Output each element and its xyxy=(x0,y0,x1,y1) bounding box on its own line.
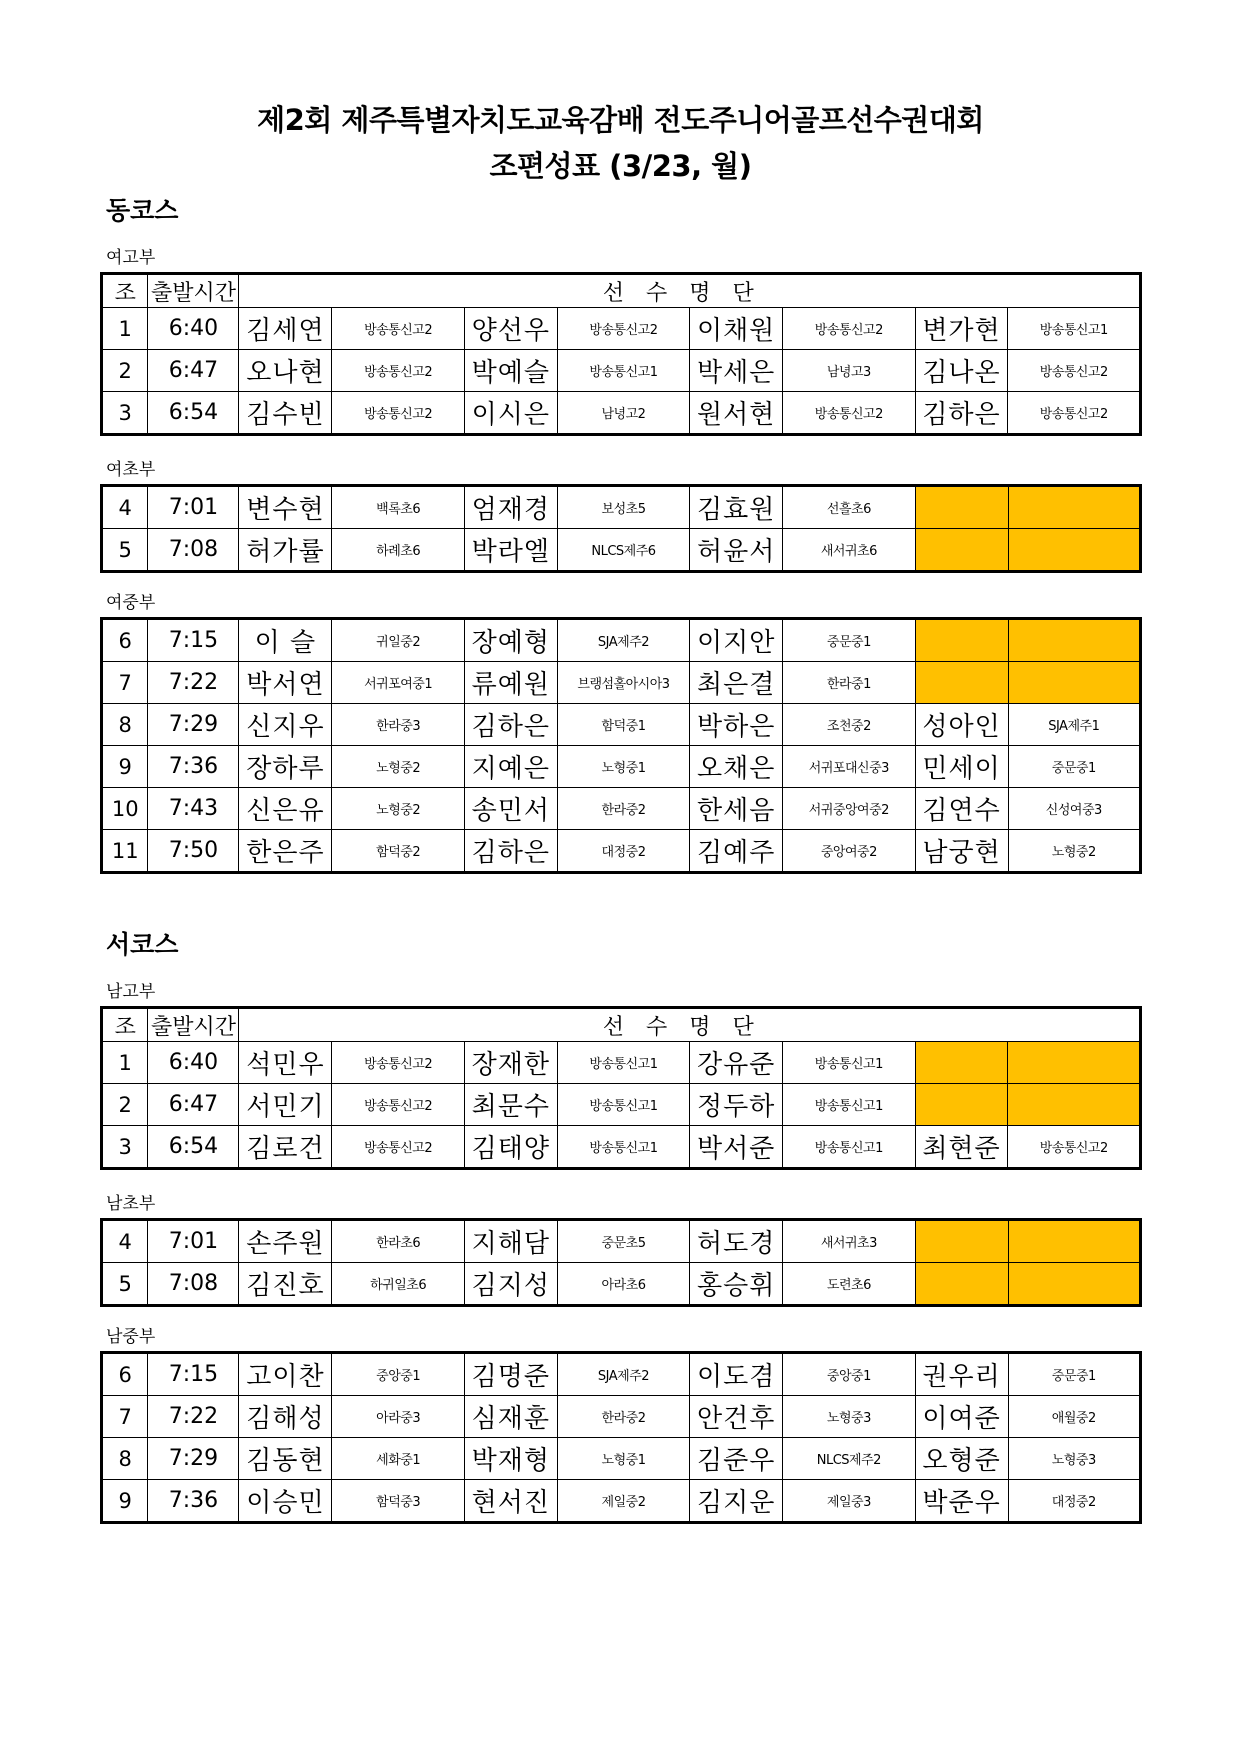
player-school: 한라초6 xyxy=(332,1220,464,1263)
player-name: 박하은 xyxy=(690,704,783,746)
empty-player-slot xyxy=(915,1084,1008,1126)
group-row xyxy=(102,1084,1141,1126)
player-school: 방송통신고1 xyxy=(557,1084,689,1126)
player-name: 김진호 xyxy=(239,1263,332,1306)
group-row xyxy=(102,1480,1141,1523)
tee-time: 7:15 xyxy=(148,619,239,662)
tee-time: 6:47 xyxy=(148,350,239,392)
player-school: 귀일중2 xyxy=(332,619,464,662)
player-name: 엄재경 xyxy=(464,486,557,529)
group-number: 1 xyxy=(102,308,148,350)
tee-time: 7:50 xyxy=(148,830,239,873)
player-school: 방송통신고2 xyxy=(1008,1126,1141,1169)
group-number: 9 xyxy=(102,746,148,788)
player-school: 방송통신고2 xyxy=(332,1084,464,1126)
group-number: 2 xyxy=(102,1084,148,1126)
header-group: 조 xyxy=(102,1008,148,1042)
player-name: 남궁현 xyxy=(915,830,1008,873)
player-school: 한라중1 xyxy=(783,662,915,704)
header-row xyxy=(102,1008,1141,1042)
player-name: 박예슬 xyxy=(464,350,557,392)
header-tee-time: 출발시간 xyxy=(148,1008,239,1042)
player-name: 김연수 xyxy=(915,788,1008,830)
player-name: 김나온 xyxy=(915,350,1008,392)
player-school: 방송통신고1 xyxy=(783,1126,915,1169)
tee-time: 7:01 xyxy=(148,1220,239,1263)
player-name: 안건후 xyxy=(690,1396,783,1438)
empty-player-slot xyxy=(915,619,1008,662)
player-school: 한라중2 xyxy=(557,788,689,830)
division-label: 남초부 xyxy=(106,1194,156,1214)
empty-school-slot xyxy=(1008,619,1140,662)
player-school: 중앙여중2 xyxy=(783,830,915,873)
player-school: 방송통신고2 xyxy=(783,392,915,435)
player-name: 김효원 xyxy=(690,486,783,529)
group-row xyxy=(102,662,1141,704)
player-name: 손주원 xyxy=(239,1220,332,1263)
document-subtitle: 조편성표 (3/23, 월) xyxy=(489,149,752,183)
player-school: 제일중2 xyxy=(557,1480,689,1523)
player-school: 새서귀초3 xyxy=(783,1220,915,1263)
group-row xyxy=(102,788,1141,830)
player-school: 중앙중1 xyxy=(332,1353,464,1396)
group-row xyxy=(102,830,1141,873)
division-label: 여고부 xyxy=(106,248,156,268)
group-row xyxy=(102,486,1141,529)
player-name: 허윤서 xyxy=(690,529,783,572)
player-name: 허가률 xyxy=(239,529,332,572)
tee-time: 7:36 xyxy=(148,746,239,788)
group-number: 7 xyxy=(102,1396,148,1438)
player-school: 선흘초6 xyxy=(783,486,915,529)
header-players: 선수명단 xyxy=(239,1008,1141,1042)
player-school: NLCS제주2 xyxy=(783,1438,915,1480)
group-row xyxy=(102,619,1141,662)
group-number: 7 xyxy=(102,662,148,704)
player-school: 방송통신고2 xyxy=(557,308,689,350)
empty-player-slot xyxy=(915,529,1008,572)
tee-time: 7:01 xyxy=(148,486,239,529)
player-name: 장하루 xyxy=(239,746,332,788)
player-school: 노형중2 xyxy=(332,788,464,830)
tee-time: 7:08 xyxy=(148,529,239,572)
player-school: SJA제주2 xyxy=(557,619,689,662)
division-table xyxy=(100,1351,1142,1524)
player-name: 성아인 xyxy=(915,704,1008,746)
player-school: 보성초5 xyxy=(557,486,689,529)
empty-school-slot xyxy=(1008,662,1140,704)
player-school: 중문초5 xyxy=(557,1220,689,1263)
player-school: 방송통신고2 xyxy=(783,308,915,350)
player-name: 이여준 xyxy=(915,1396,1008,1438)
player-name: 변수현 xyxy=(239,486,332,529)
group-number: 4 xyxy=(102,1220,148,1263)
header-row xyxy=(102,274,1141,308)
group-number: 6 xyxy=(102,1353,148,1396)
player-name: 홍승휘 xyxy=(690,1263,783,1306)
group-row xyxy=(102,529,1141,572)
player-name: 권우리 xyxy=(915,1353,1008,1396)
player-school: 대정중2 xyxy=(1008,1480,1140,1523)
group-number: 2 xyxy=(102,350,148,392)
player-school: 애월중2 xyxy=(1008,1396,1140,1438)
player-name: 김준우 xyxy=(690,1438,783,1480)
player-name: 고이찬 xyxy=(239,1353,332,1396)
player-name: 송민서 xyxy=(464,788,557,830)
player-school: 서귀포여중1 xyxy=(332,662,464,704)
player-school: 방송통신고2 xyxy=(332,350,464,392)
player-name: 김하은 xyxy=(915,392,1008,435)
player-school: 브랭섬홀아시아3 xyxy=(557,662,689,704)
player-school: 방송통신고2 xyxy=(1008,392,1141,435)
empty-player-slot xyxy=(915,486,1008,529)
group-number: 10 xyxy=(102,788,148,830)
tee-time: 6:40 xyxy=(148,308,239,350)
player-name: 박라엘 xyxy=(464,529,557,572)
group-row xyxy=(102,308,1141,350)
player-school: 방송통신고2 xyxy=(1008,350,1141,392)
group-number: 5 xyxy=(102,529,148,572)
player-name: 김세연 xyxy=(239,308,332,350)
player-school: 세화중1 xyxy=(332,1438,464,1480)
player-name: 석민우 xyxy=(239,1042,332,1084)
empty-school-slot xyxy=(1008,486,1140,529)
player-school: 조천중2 xyxy=(783,704,915,746)
player-name: 최문수 xyxy=(464,1084,557,1126)
player-name: 박재형 xyxy=(464,1438,557,1480)
player-name: 김수빈 xyxy=(239,392,332,435)
player-name: 정두하 xyxy=(690,1084,783,1126)
player-school: 방송통신고2 xyxy=(332,392,464,435)
player-name: 최은결 xyxy=(690,662,783,704)
player-name: 서민기 xyxy=(239,1084,332,1126)
tee-time: 7:15 xyxy=(148,1353,239,1396)
player-name: 이승민 xyxy=(239,1480,332,1523)
division-table xyxy=(100,1218,1142,1307)
player-school: 백록초6 xyxy=(332,486,464,529)
tee-time: 7:36 xyxy=(148,1480,239,1523)
division-label: 여초부 xyxy=(106,460,156,480)
group-number: 3 xyxy=(102,392,148,435)
empty-school-slot xyxy=(1008,1084,1141,1126)
division-label: 남고부 xyxy=(106,982,156,1002)
tee-time: 7:22 xyxy=(148,1396,239,1438)
player-name: 박세은 xyxy=(690,350,783,392)
course-title-east: 동코스 xyxy=(106,196,179,225)
group-row xyxy=(102,1126,1141,1169)
group-row xyxy=(102,350,1141,392)
player-school: 방송통신고2 xyxy=(332,1126,464,1169)
group-row xyxy=(102,1220,1141,1263)
player-school: 방송통신고2 xyxy=(332,1042,464,1084)
player-name: 이시은 xyxy=(464,392,557,435)
player-name: 류예원 xyxy=(464,662,557,704)
player-school: 한라중3 xyxy=(332,704,464,746)
player-name: 한세음 xyxy=(690,788,783,830)
player-school: 아라중3 xyxy=(332,1396,464,1438)
player-school: 노형중3 xyxy=(1008,1438,1140,1480)
player-name: 변가현 xyxy=(915,308,1008,350)
tee-time: 7:29 xyxy=(148,704,239,746)
player-school: 노형중1 xyxy=(557,1438,689,1480)
player-name: 한은주 xyxy=(239,830,332,873)
player-name: 김지운 xyxy=(690,1480,783,1523)
player-name: 김동현 xyxy=(239,1438,332,1480)
player-school: 노형중2 xyxy=(332,746,464,788)
player-name: 박서연 xyxy=(239,662,332,704)
player-name: 오나현 xyxy=(239,350,332,392)
group-row xyxy=(102,1353,1141,1396)
player-name: 김명준 xyxy=(464,1353,557,1396)
player-name: 허도경 xyxy=(690,1220,783,1263)
player-school: 함덕중2 xyxy=(332,830,464,873)
empty-school-slot xyxy=(1008,1220,1140,1263)
empty-school-slot xyxy=(1008,1042,1141,1084)
group-number: 6 xyxy=(102,619,148,662)
empty-player-slot xyxy=(915,1042,1008,1084)
tee-time: 6:54 xyxy=(148,1126,239,1169)
tee-time: 7:22 xyxy=(148,662,239,704)
player-school: 방송통신고2 xyxy=(332,308,464,350)
player-name: 이 슬 xyxy=(239,619,332,662)
player-school: 신성여중3 xyxy=(1008,788,1140,830)
player-school: NLCS제주6 xyxy=(557,529,689,572)
group-number: 5 xyxy=(102,1263,148,1306)
player-name: 김해성 xyxy=(239,1396,332,1438)
division-label: 여중부 xyxy=(106,593,156,613)
player-school: 노형중2 xyxy=(1008,830,1140,873)
empty-school-slot xyxy=(1008,1263,1140,1306)
empty-player-slot xyxy=(915,1220,1008,1263)
player-name: 박서준 xyxy=(690,1126,783,1169)
player-school: 중문중1 xyxy=(1008,746,1140,788)
player-school: 방송통신고1 xyxy=(1008,308,1141,350)
group-row xyxy=(102,1438,1141,1480)
player-name: 최현준 xyxy=(915,1126,1008,1169)
player-name: 김로건 xyxy=(239,1126,332,1169)
player-name: 김하은 xyxy=(464,830,557,873)
player-school: 함덕중3 xyxy=(332,1480,464,1523)
header-tee-time: 출발시간 xyxy=(148,274,239,308)
empty-school-slot xyxy=(1008,529,1140,572)
player-name: 지예은 xyxy=(464,746,557,788)
player-school: 노형중1 xyxy=(557,746,689,788)
player-school: 중문중1 xyxy=(783,619,915,662)
player-school: 도련초6 xyxy=(783,1263,915,1306)
player-school: 하귀일초6 xyxy=(332,1263,464,1306)
player-name: 장재한 xyxy=(464,1042,557,1084)
player-school: 남녕고3 xyxy=(783,350,915,392)
header-group: 조 xyxy=(102,274,148,308)
tee-time: 6:47 xyxy=(148,1084,239,1126)
group-row xyxy=(102,1042,1141,1084)
player-school: 방송통신고1 xyxy=(783,1084,915,1126)
player-school: 노형중3 xyxy=(783,1396,915,1438)
player-school: 방송통신고1 xyxy=(557,1126,689,1169)
group-row xyxy=(102,1263,1141,1306)
group-number: 8 xyxy=(102,704,148,746)
player-name: 장예형 xyxy=(464,619,557,662)
group-number: 8 xyxy=(102,1438,148,1480)
group-number: 4 xyxy=(102,486,148,529)
group-row xyxy=(102,1396,1141,1438)
group-row xyxy=(102,746,1141,788)
player-school: 함덕중1 xyxy=(557,704,689,746)
group-row xyxy=(102,392,1141,435)
player-name: 신지우 xyxy=(239,704,332,746)
tee-time: 7:43 xyxy=(148,788,239,830)
course-title-west: 서코스 xyxy=(106,930,179,959)
player-name: 강유준 xyxy=(690,1042,783,1084)
player-school: 방송통신고1 xyxy=(557,1042,689,1084)
player-school: 제일중3 xyxy=(783,1480,915,1523)
tee-time: 6:40 xyxy=(148,1042,239,1084)
player-school: SJA제주2 xyxy=(557,1353,689,1396)
empty-player-slot xyxy=(915,1263,1008,1306)
group-row xyxy=(102,704,1141,746)
player-school: 새서귀초6 xyxy=(783,529,915,572)
tee-time: 7:08 xyxy=(148,1263,239,1306)
division-table xyxy=(100,272,1142,436)
document-title: 제2회 제주특별자치도교육감배 전도주니어골프선수권대회 xyxy=(257,103,984,137)
group-number: 11 xyxy=(102,830,148,873)
player-school: 남녕고2 xyxy=(557,392,689,435)
header-players: 선수명단 xyxy=(239,274,1141,308)
division-label: 남중부 xyxy=(106,1327,156,1347)
player-school: 서귀포대신중3 xyxy=(783,746,915,788)
player-school: 중앙중1 xyxy=(783,1353,915,1396)
player-name: 지해담 xyxy=(464,1220,557,1263)
player-name: 박준우 xyxy=(915,1480,1008,1523)
player-name: 김지성 xyxy=(464,1263,557,1306)
player-school: 서귀중앙여중2 xyxy=(783,788,915,830)
player-school: 대정중2 xyxy=(557,830,689,873)
player-name: 이도겸 xyxy=(690,1353,783,1396)
empty-player-slot xyxy=(915,662,1008,704)
tee-time: 7:29 xyxy=(148,1438,239,1480)
group-number: 1 xyxy=(102,1042,148,1084)
player-school: 하례초6 xyxy=(332,529,464,572)
player-name: 양선우 xyxy=(464,308,557,350)
group-number: 9 xyxy=(102,1480,148,1523)
player-school: SJA제주1 xyxy=(1008,704,1140,746)
player-name: 민세이 xyxy=(915,746,1008,788)
player-name: 김예주 xyxy=(690,830,783,873)
player-name: 이채원 xyxy=(690,308,783,350)
player-school: 한라중2 xyxy=(557,1396,689,1438)
player-name: 현서진 xyxy=(464,1480,557,1523)
player-school: 방송통신고1 xyxy=(557,350,689,392)
division-table xyxy=(100,617,1142,874)
player-name: 오채은 xyxy=(690,746,783,788)
player-name: 원서현 xyxy=(690,392,783,435)
player-name: 신은유 xyxy=(239,788,332,830)
player-name: 오형준 xyxy=(915,1438,1008,1480)
player-name: 김하은 xyxy=(464,704,557,746)
division-table xyxy=(100,1006,1142,1170)
group-number: 3 xyxy=(102,1126,148,1169)
player-school: 방송통신고1 xyxy=(783,1042,915,1084)
tee-time: 6:54 xyxy=(148,392,239,435)
player-name: 김태양 xyxy=(464,1126,557,1169)
player-name: 이지안 xyxy=(690,619,783,662)
player-school: 중문중1 xyxy=(1008,1353,1140,1396)
division-table xyxy=(100,484,1142,573)
player-name: 심재훈 xyxy=(464,1396,557,1438)
player-school: 아라초6 xyxy=(557,1263,689,1306)
